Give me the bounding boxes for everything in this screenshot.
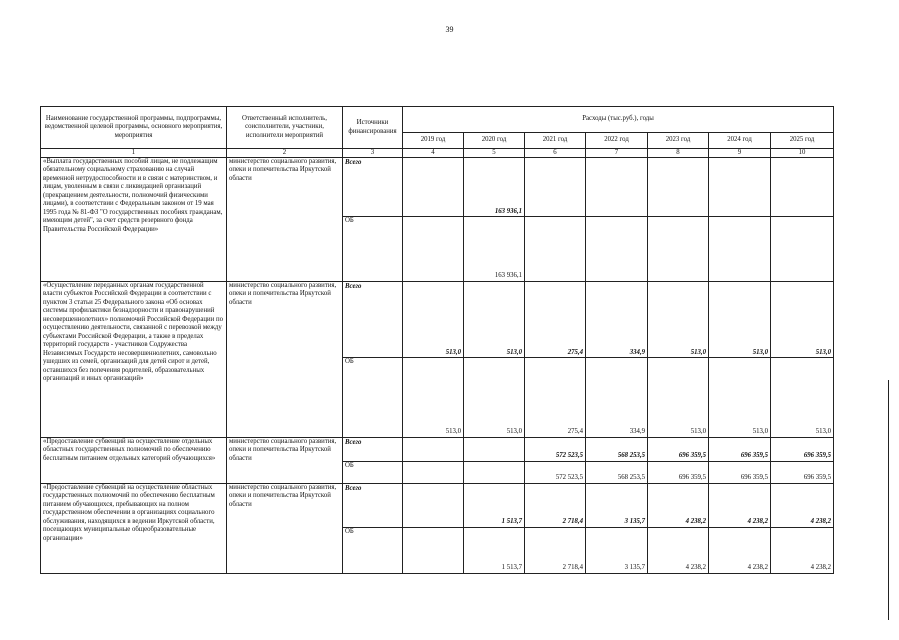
value-cell: 572 523,5 572 523,5 [525,438,586,484]
value-cell [525,158,586,282]
executor-cell: министерство социального развития, опеки и попечительства Иркутской области [227,484,343,574]
source-cell [343,484,403,574]
table-row [41,158,834,282]
source-total-label: Всего [345,439,362,446]
value-cell: 163 936,1 163 936,1 [464,158,525,282]
value-cell: 513,0 513,0 [771,282,834,438]
value-cell: 696 359,5 696 359,5 [648,438,709,484]
value-cell [403,484,464,574]
value-cell: 3 135,7 3 135,7 [586,484,648,574]
header-year: 2021 год [525,133,586,149]
source-ob-label: ОБ [343,216,402,225]
value-cell: 696 359,5 696 359,5 [771,438,834,484]
header-year: 2023 год [648,133,709,149]
executor-cell: министерство социального развития, опеки и попечительства Иркутской области [227,438,343,484]
budget-table [40,106,834,574]
value-cell: 275,4 275,4 [525,282,586,438]
value-cell: 513,0 513,0 [403,282,464,438]
executor-cell: министерство социального развития, опеки и попечительства Иркутской области [227,282,343,438]
column-number: 7 [586,149,648,158]
source-cell [343,282,403,438]
source-total-label: Всего [345,159,362,166]
column-number: 8 [648,149,709,158]
value-cell: 568 253,5 568 253,5 [586,438,648,484]
header-year: 2025 год [771,133,834,149]
value-cell [403,158,464,282]
value-cell: 513,0 513,0 [709,282,771,438]
header-year: 2019 год [403,133,464,149]
value-cell: 4 238,2 4 238,2 [771,484,834,574]
value-cell: 513,0 513,0 [464,282,525,438]
measure-name: «Выплата государственных пособий лицам, не подлежащим обязательному социальному страхованию на случай временной нетрудоспособности и в связи с материнством, и лицам, уволенным в связи с ликвидацией организаций (прекращением деятельности, полномочий физическими лицами), в соответствии с Федеральным законом от 19 мая 1995 года № 81-ФЗ "О государственных пособиях гражданам, имеющим детей", за счет средств резервного фонда Правительства Российской Федерации» [41,158,227,282]
measure-name: «Предоставление субвенций на осуществление отдельных областных государственных полномочий по обеспечению бесплатным питанием отдельных категорий обучающихся» [41,438,227,484]
column-number: 9 [709,149,771,158]
scan-edge-line [888,380,889,620]
value-cell [586,158,648,282]
value-cell: 2 718,4 2 718,4 [525,484,586,574]
value-cell: 4 238,2 4 238,2 [709,484,771,574]
table-row [41,484,834,574]
header-name: Наименование государственной программы, подпрограммы, ведомственной целевой программы, основного мероприятия, мероприятия [41,107,227,149]
header-year: 2022 год [586,133,648,149]
column-number: 2 [227,149,343,158]
column-number: 1 [41,149,227,158]
executor-cell: министерство социального развития, опеки и попечительства Иркутской области [227,158,343,282]
source-cell [343,158,403,282]
source-ob-label: ОБ [343,461,402,470]
value-cell: 1 513,7 1 513,7 [464,484,525,574]
value-cell: 4 238,2 4 238,2 [648,484,709,574]
header-expenses: Расходы (тыс.руб.), годы [403,107,834,133]
source-ob-label: ОБ [343,527,402,536]
value-cell: 696 359,5 696 359,5 [709,438,771,484]
value-cell [709,158,771,282]
source-ob-label: ОБ [343,357,402,366]
value-cell: 513,0 513,0 [648,282,709,438]
column-number: 10 [771,149,834,158]
page-number: 39 [445,25,454,34]
value-cell: 334,9 334,9 [586,282,648,438]
column-number: 4 [403,149,464,158]
header-year: 2020 год [464,133,525,149]
value-cell [403,438,464,484]
value-cell [771,158,834,282]
table-row [41,438,834,484]
table-row [41,282,834,438]
source-total-label: Всего [345,485,362,492]
column-number: 3 [343,149,403,158]
header-year: 2024 год [709,133,771,149]
value-cell [648,158,709,282]
measure-name: «Осуществление переданных органам государственной власти субъектов Российской Федерации в соответствии с пунктом 3 статьи 25 Федерального закона «Об основах системы профилактики безнадзорности и правонарушений несовершеннолетних» полномочий Российской Федерации по осуществлению деятельности, связанной с перевозкой между субъектами Российской Федерации, а также в пределах территорий государств - участников Содружества Независимых Государств несовершеннолетних, самовольно ушедших из семей, организаций для детей сирот и детей, оставшихся без попечения родителей, образовательных организаций и иных организаций» [41,282,227,438]
column-number: 6 [525,149,586,158]
measure-name: «Предоставление субвенций на осуществление областных государственных полномочий по обеспечению бесплатным питанием обучающихся, пребывающих на полном государственном обеспечении в организациях социального обслуживания, находящихся в ведении Иркутской области, посещающих муниципальные общеобразовательные организации» [41,484,227,574]
header-source: Источники финансирования [343,107,403,149]
source-cell [343,438,403,484]
column-number: 5 [464,149,525,158]
value-cell [464,438,525,484]
source-total-label: Всего [345,283,362,290]
header-executor: Ответственный исполнитель, соисполнители, участники, исполнители мероприятий [227,107,343,149]
